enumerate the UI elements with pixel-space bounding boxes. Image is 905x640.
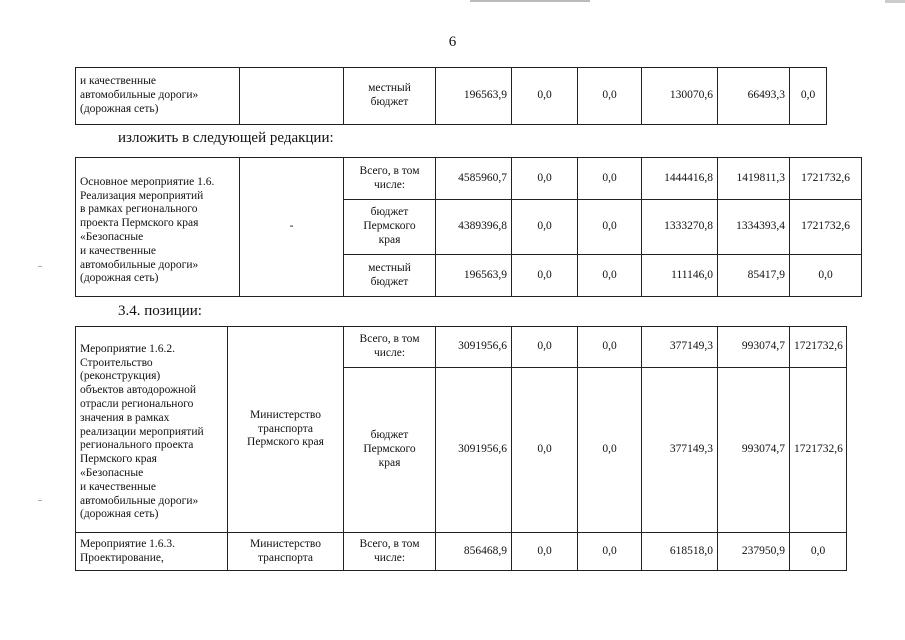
table-row <box>76 327 847 368</box>
row-name: Мероприятие 1.6.2. Строительство (реконструкция) объектов автодорожной отрасли регионального значения в рамках реализации мероприятий регионального проекта Пермского края «Безопасные и качественные автомобильные дороги» (дорожная сеть) <box>76 327 228 533</box>
row-source: бюджет Пермского края <box>344 368 436 533</box>
value-year1: 0,0 <box>512 200 578 255</box>
value-total: 4389396,8 <box>436 200 512 255</box>
value-year2: 0,0 <box>578 327 642 368</box>
value-year5: 1721732,6 <box>790 200 862 255</box>
value-year3: 377149,3 <box>642 368 718 533</box>
table-row <box>76 68 827 125</box>
row-source: бюджет Пермского края <box>344 200 436 255</box>
value-year5: 1721732,6 <box>790 368 847 533</box>
value-year1: 0,0 <box>512 158 578 200</box>
value-year4: 66493,3 <box>718 68 790 125</box>
instruction-phrase-2: 3.4. позиции: <box>118 303 202 319</box>
scan-corner-mark <box>885 0 905 3</box>
row-source: местный бюджет <box>344 68 436 125</box>
value-total: 4585960,7 <box>436 158 512 200</box>
value-year3: 377149,3 <box>642 327 718 368</box>
row-executor: Министерство транспорта Пермского края <box>228 327 344 533</box>
value-year2: 0,0 <box>578 255 642 297</box>
value-year1: 0,0 <box>512 255 578 297</box>
value-year3: 111146,0 <box>642 255 718 297</box>
value-year3: 1333270,8 <box>642 200 718 255</box>
table-positions <box>75 326 847 571</box>
value-year2: 0,0 <box>578 368 642 533</box>
value-year5: 0,0 <box>790 68 827 125</box>
row-source: местный бюджет <box>344 255 436 297</box>
value-year5: 1721732,6 <box>790 158 862 200</box>
value-year2: 0,0 <box>578 533 642 571</box>
value-year5: 1721732,6 <box>790 327 847 368</box>
row-name: и качественные автомобильные дороги» (дорожная сеть) <box>76 68 240 125</box>
instruction-phrase-1: изложить в следующей редакции: <box>118 130 334 146</box>
value-total: 196563,9 <box>436 255 512 297</box>
scan-speck <box>38 266 42 267</box>
value-total: 3091956,6 <box>436 368 512 533</box>
row-executor: - <box>240 158 344 297</box>
row-source: Всего, в том числе: <box>344 327 436 368</box>
value-year4: 237950,9 <box>718 533 790 571</box>
value-year5: 0,0 <box>790 533 847 571</box>
table-row <box>76 533 847 571</box>
row-source: Всего, в том числе: <box>344 533 436 571</box>
table-previous-version <box>75 67 827 125</box>
row-source: Всего, в том числе: <box>344 158 436 200</box>
table-new-version <box>75 157 862 297</box>
table-row <box>76 158 862 200</box>
value-year4: 993074,7 <box>718 327 790 368</box>
value-year1: 0,0 <box>512 68 578 125</box>
row-executor: Министерство транспорта <box>228 533 344 571</box>
value-year2: 0,0 <box>578 158 642 200</box>
value-year3: 1444416,8 <box>642 158 718 200</box>
value-year4: 993074,7 <box>718 368 790 533</box>
page-number: 6 <box>448 34 457 50</box>
value-year2: 0,0 <box>578 200 642 255</box>
row-name: Основное мероприятие 1.6. Реализация мероприятий в рамках регионального проекта Пермского края «Безопасные и качественные автомобильные дороги» (дорожная сеть) <box>76 158 240 297</box>
value-year5: 0,0 <box>790 255 862 297</box>
value-total: 856468,9 <box>436 533 512 571</box>
value-year1: 0,0 <box>512 327 578 368</box>
value-year4: 1419811,3 <box>718 158 790 200</box>
row-executor <box>240 68 344 125</box>
value-year3: 618518,0 <box>642 533 718 571</box>
value-year4: 85417,9 <box>718 255 790 297</box>
value-year4: 1334393,4 <box>718 200 790 255</box>
value-year2: 0,0 <box>578 68 642 125</box>
value-year3: 130070,6 <box>642 68 718 125</box>
value-year1: 0,0 <box>512 533 578 571</box>
row-name: Мероприятие 1.6.3. Проектирование, <box>76 533 228 571</box>
value-total: 196563,9 <box>436 68 512 125</box>
scan-top-rule <box>470 0 590 2</box>
value-year1: 0,0 <box>512 368 578 533</box>
value-total: 3091956,6 <box>436 327 512 368</box>
scan-speck <box>38 500 42 501</box>
